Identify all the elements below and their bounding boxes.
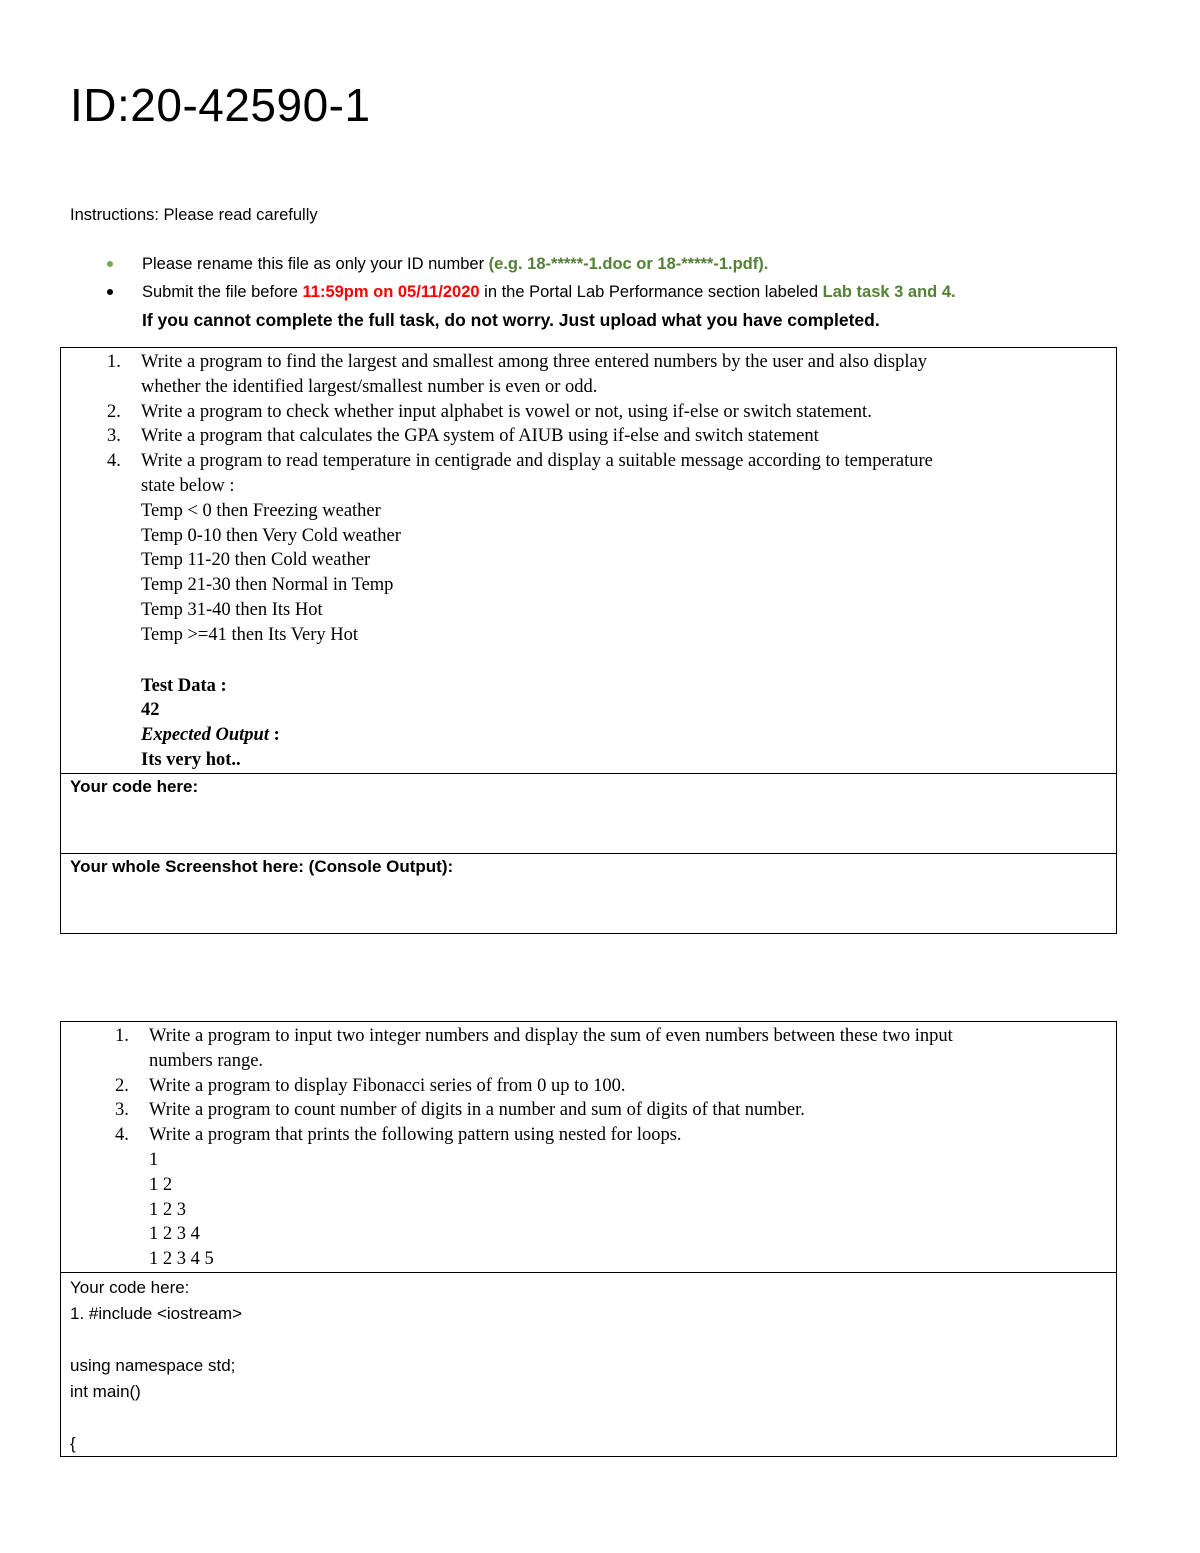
task2-q3: 3. Write a program to count number of digits in a number and sum of digits of that number. [115, 1100, 805, 1121]
temp-rule: Temp < 0 then Freezing weather [141, 500, 381, 521]
rename-example: (e.g. 18-*****-1.doc or 18-*****-1.pdf). [488, 255, 769, 273]
submit-note: If you cannot complete the full task, do not worry. Just upload what you have completed. [142, 310, 880, 330]
expected-output-label: Expected Output [141, 725, 269, 746]
task2-table [60, 1021, 1117, 1457]
code-line: { [70, 1434, 76, 1453]
rename-text: Please rename this file as only your ID number [142, 255, 489, 273]
submit-middle: in the Portal Lab Performance section labeled [479, 283, 823, 301]
test-data-label: Test Data : [141, 675, 227, 696]
pattern-row: 1 2 3 4 [149, 1224, 200, 1245]
submit-deadline: 11:59pm on 05/11/2020 [302, 283, 480, 301]
task1-q4: 4. Write a program to read temperature in centigrade and display a suitable message according to temperature state below : [107, 451, 933, 496]
code-line: 1. #include <iostream> [70, 1304, 242, 1323]
pattern-row: 1 2 [149, 1174, 173, 1195]
task1-questions [61, 348, 1116, 774]
temp-rule: Temp >=41 then Its Very Hot [141, 624, 359, 645]
task1-q1: 1. Write a program to find the largest and smallest among three entered numbers by the user and also display whether the identified largest/smallest number is even or odd. [107, 352, 927, 397]
pattern-row: 1 2 3 4 5 [149, 1249, 214, 1270]
task2-code-cell[interactable] [61, 1273, 1116, 1456]
task1-screenshot-cell[interactable]: Your whole Screenshot here: (Console Output): [70, 857, 454, 876]
student-id-title: ID:20-42590-1 [70, 79, 371, 131]
task1-code-cell[interactable]: Your code here: [61, 774, 1116, 854]
task2-q4: 4. Write a program that prints the following pattern using nested for loops. [115, 1125, 682, 1146]
temperature-list: Temp < 0 then Freezing weather Temp 0-10 then Very Cold weather Temp 11-20 then Cold weather Temp 21-30 then Normal in Temp Temp 31-40 then Its Hot Temp >=41 then Its Very Hot Test Data : 42 Expected Output : Its very hot.. [61, 499, 1116, 773]
instruction-bullets [70, 250, 1150, 334]
bullet-rename [70, 250, 1150, 278]
instructions-label: Instructions: Please read carefully [70, 206, 318, 224]
temp-rule: Temp 0-10 then Very Cold weather [141, 525, 401, 546]
code-line: int main() [70, 1382, 141, 1401]
temp-rule: Temp 21-30 then Normal in Temp [141, 575, 394, 596]
submit-prefix: Submit the file before [142, 283, 303, 301]
bullet-dot-icon [107, 289, 113, 295]
task1-table [60, 347, 1117, 934]
bullet-submit [70, 278, 1150, 306]
submit-suffix: . [951, 283, 956, 301]
task2-q2: 2. Write a program to display Fibonacci series of from 0 up to 100. [115, 1075, 626, 1096]
code-label: Your code here: [70, 1278, 190, 1297]
expected-output-value: Its very hot.. [141, 749, 241, 770]
task2-questions [61, 1022, 1116, 1273]
temp-rule: Temp 31-40 then Its Hot [141, 599, 323, 620]
temp-rule: Temp 11-20 then Cold weather [141, 550, 371, 571]
number-pattern [61, 1148, 1116, 1272]
task2-q1: 1. Write a program to input two integer numbers and display the sum of even numbers between these two input numbers range. [115, 1026, 953, 1071]
task1-q3: 3. Write a program that calculates the GPA system of AIUB using if-else and switch statement [107, 426, 819, 447]
submit-lab-label: Lab task 3 and 4 [822, 283, 951, 301]
task1-q2: 2. Write a program to check whether input alphabet is vowel or not, using if-else or switch statement. [107, 401, 872, 422]
test-data-value: 42 [141, 700, 160, 721]
pattern-row: 1 [149, 1149, 159, 1170]
pattern-row: 1 2 3 [149, 1199, 186, 1220]
bullet-dot-icon [107, 261, 113, 267]
code-line: using namespace std; [70, 1356, 236, 1375]
